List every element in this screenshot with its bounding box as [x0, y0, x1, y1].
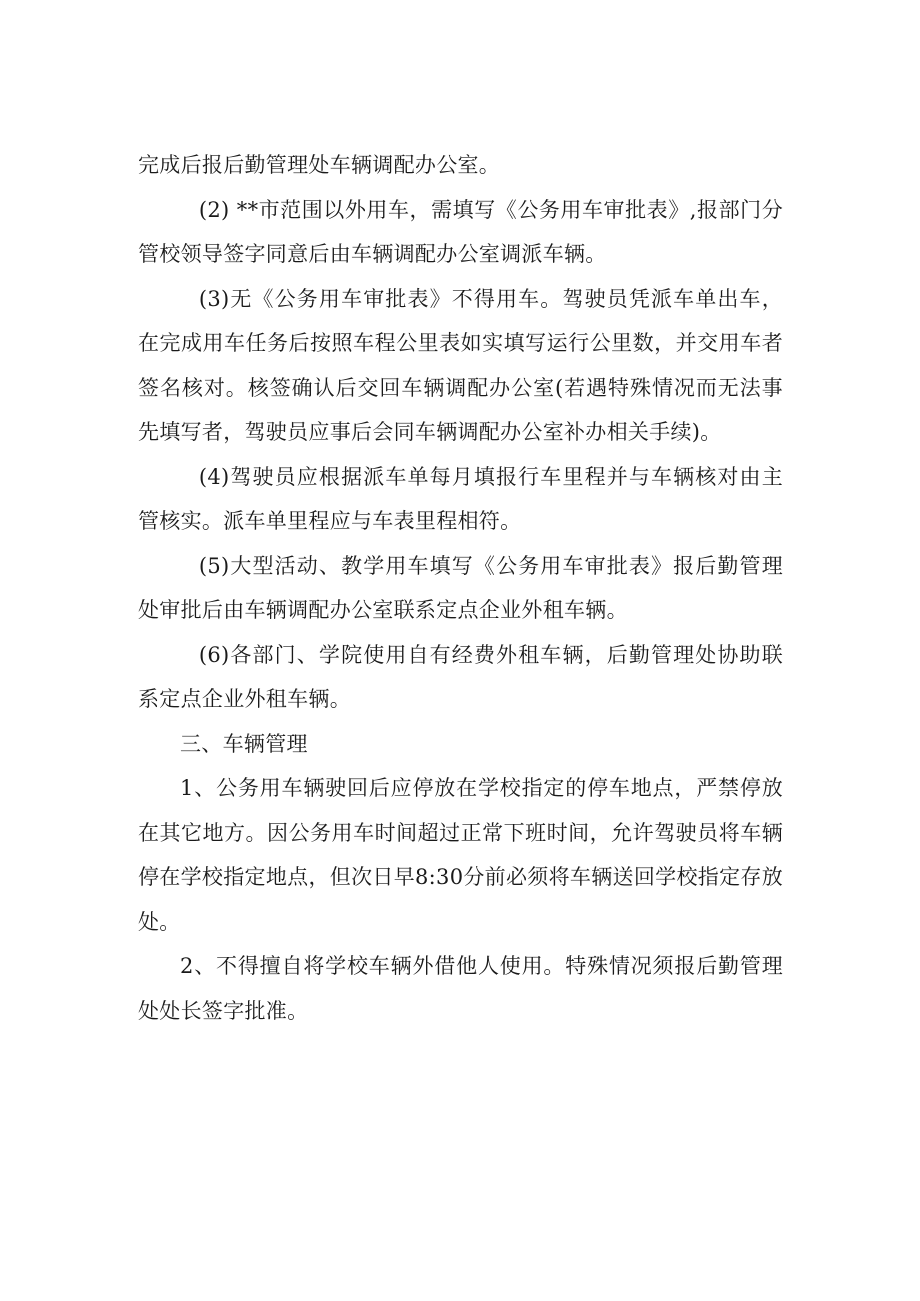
paragraph-continuation: 完成后报后勤管理处车辆调配办公室。 — [138, 153, 501, 177]
paragraph-item-5: (5)大型活动、教学用车填写《公务用车审批表》报后勤管理处审批后由车辆调配办公室联系定点企业外租车辆。 — [138, 553, 783, 622]
document-body — [138, 143, 783, 1033]
paragraph-rule-2: 2、不得擅自将学校车辆外借他人使用。特殊情况须报后勤管理处处长签字批准。 — [138, 954, 783, 1023]
paragraph-item-6: (6)各部门、学院使用自有经费外租车辆，后勤管理处协助联系定点企业外租车辆。 — [138, 642, 783, 711]
paragraph-item-4: (4)驾驶员应根据派车单每月填报行车里程并与车辆核对由主管核实。派车单里程应与车表里程相符。 — [138, 464, 783, 533]
paragraph-rule-1: 1、公务用车辆驶回后应停放在学校指定的停车地点，严禁停放在其它地方。因公务用车时间超过正常下班时间，允许驾驶员将车辆停在学校指定地点，但次日早8:30分前必须将车辆送回学校指定存放处。 — [138, 776, 783, 934]
paragraph-item-3: (3)无《公务用车审批表》不得用车。驾驶员凭派车单出车，在完成用车任务后按照车程公里表如实填写运行公里数，并交用车者签名核对。核签确认后交回车辆调配办公室(若遇特殊情况而无法事先填写者，驾驶员应事后会同车辆调配办公室补办相关手续)。 — [138, 286, 783, 444]
paragraph-item-2: (2) **市范围以外用车，需填写《公务用车审批表》,报部门分管校领导签字同意后由车辆调配办公室调派车辆。 — [138, 197, 783, 266]
section-heading-vehicle-management: 三、车辆管理 — [180, 731, 308, 756]
